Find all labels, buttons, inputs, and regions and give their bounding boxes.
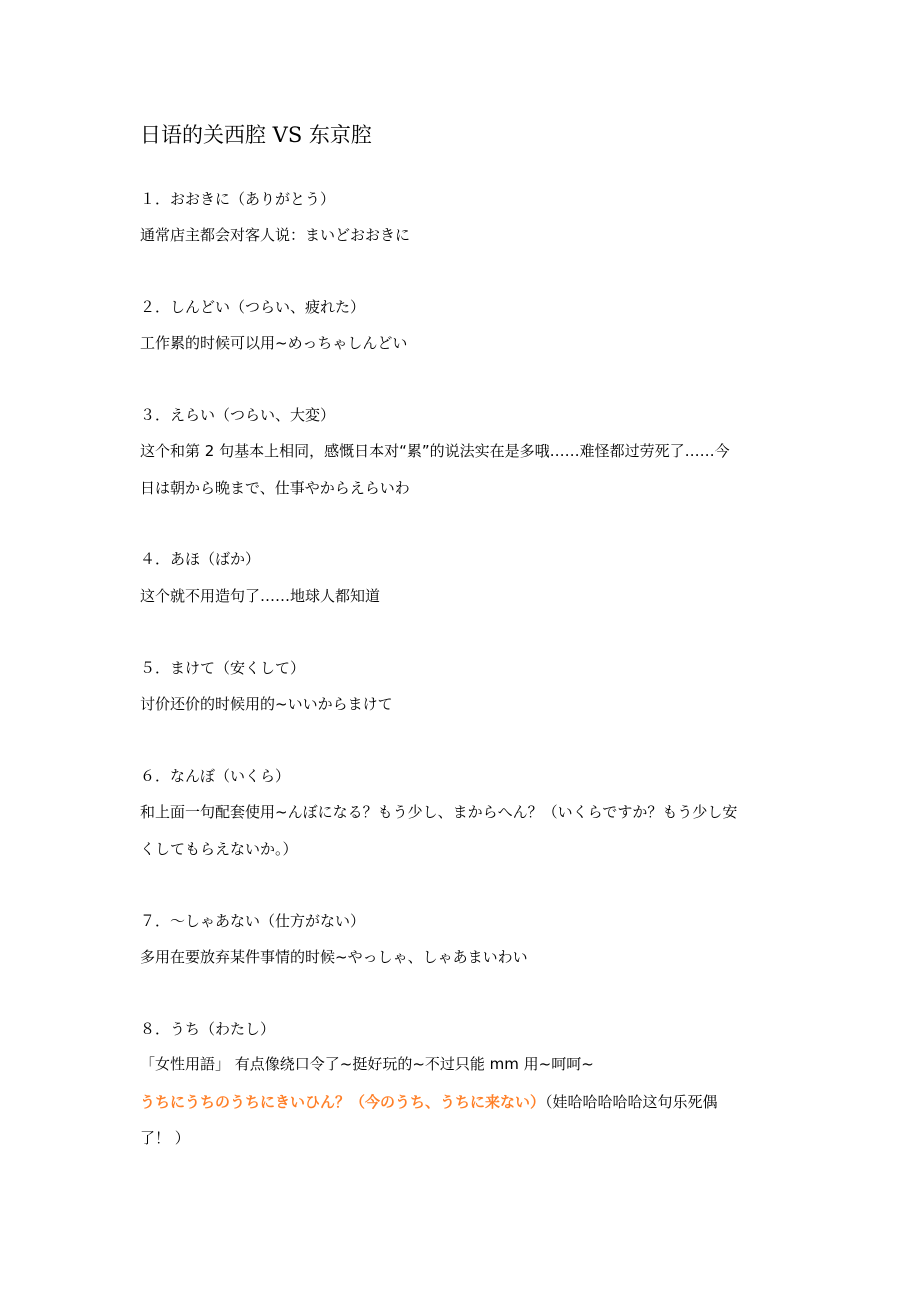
section-text: 讨价还价的时候用的~いいからまけて (140, 695, 393, 713)
section-heading: １．おおきに（ありがとう） (140, 190, 336, 208)
section-text: 通常店主都会对客人说：まいどおおきに (140, 226, 411, 244)
section-text: 和上面一句配套使用~んぼになる？もう少し、まからへん？（いくらですか？もう少し安 (140, 803, 738, 821)
page-title: 日语的关西腔 VS 东京腔 (140, 123, 372, 147)
section-text: 这个和第 2 句基本上相同，感慨日本对“累”的说法实在是多哦……难怪都过劳死了……今 (140, 442, 730, 460)
highlighted-example: うちにうちのうちにきいひん？（今のうち、うちに来ない） (140, 1093, 546, 1111)
section-text: 了！ ） (140, 1129, 190, 1147)
section-heading: ３．えらい（つらい、大変） (140, 406, 336, 424)
section-heading: ６．なんぼ（いくら） (140, 767, 291, 785)
section-text: 多用在要放弃某件事情的时候~やっしゃ、しゃあまいわい (140, 948, 528, 966)
example-comment: （娃哈哈哈哈哈这句乐死偶 (545, 1093, 718, 1111)
section-text: くしてもらえないか。） (140, 840, 298, 858)
section-heading: ８．うち（わたし） (140, 1020, 276, 1038)
section-heading: ５．まけて（安くして） (140, 659, 306, 677)
section-text: 这个就不用造句了……地球人都知道 (140, 587, 381, 605)
section-heading: ２．しんどい（つらい、疲れた） (140, 298, 366, 316)
example-line (140, 1091, 718, 1113)
section-text: 「女性用語」 有点像绕口令了~挺好玩的~不过只能 mm 用~呵呵~ (140, 1055, 594, 1073)
section-heading: ４．あほ（ばか） (140, 550, 261, 568)
section-text: 日は朝から晩まで、仕事やからえらいわ (140, 479, 410, 497)
section-heading: ７．～しゃあない（仕方がない） (140, 912, 366, 930)
section-text: 工作累的时候可以用~めっちゃしんどい (140, 334, 408, 352)
